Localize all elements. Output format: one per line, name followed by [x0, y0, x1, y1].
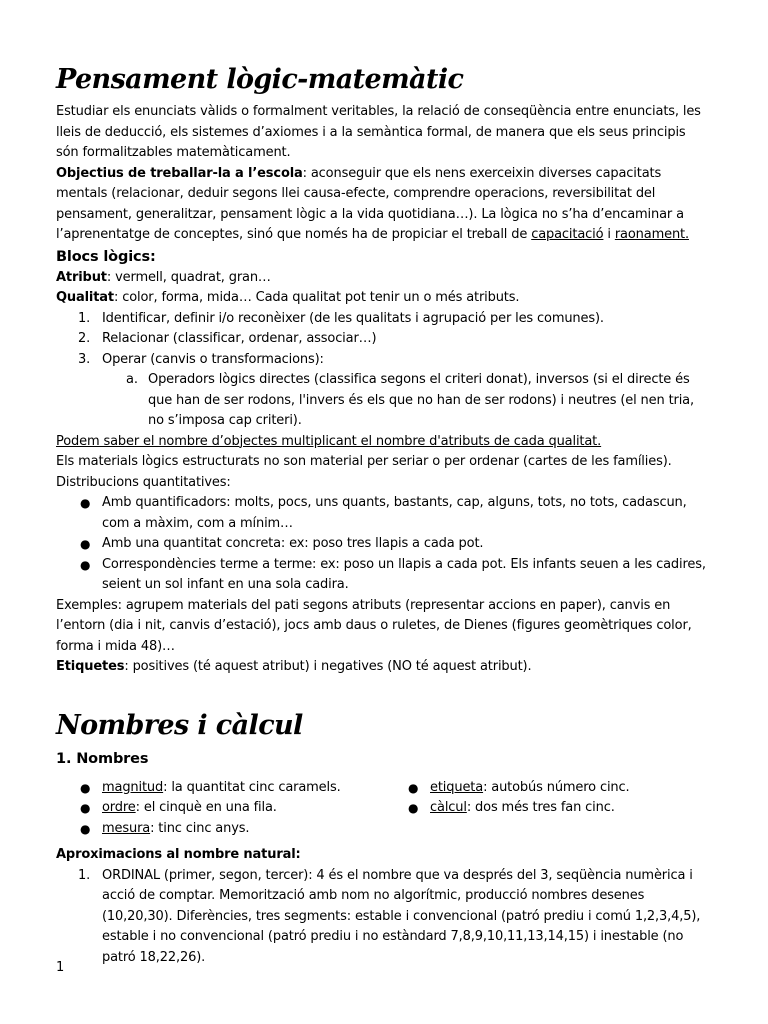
number-uses-right — [384, 778, 712, 840]
term: càlcul — [430, 800, 467, 815]
qualitat-line — [56, 288, 712, 309]
term: ordre — [102, 800, 136, 815]
aprox-list — [56, 866, 712, 969]
list-item — [56, 493, 712, 534]
capacitacio-term: capacitació — [531, 227, 604, 242]
list-item — [56, 778, 384, 799]
bullet-icon: ● — [80, 557, 91, 572]
number-uses-columns — [56, 778, 712, 840]
list-item — [56, 555, 712, 596]
etiquetes-label: Etiquetes — [56, 659, 125, 674]
list-item — [384, 798, 712, 819]
sub-list-item — [56, 370, 712, 432]
term-definition: : dos més tres fan cinc. — [466, 800, 615, 815]
list-item-text: Relacionar (classificar, ordenar, associar…) — [102, 331, 377, 346]
list-item — [56, 866, 712, 969]
list-item — [56, 350, 712, 371]
list-marker: 1. — [78, 867, 91, 883]
term-definition: : el cinquè en una fila. — [135, 800, 277, 815]
raonament-term: raonament. — [614, 227, 689, 242]
list-marker: 3. — [78, 351, 91, 367]
term: etiqueta — [430, 779, 484, 795]
list-item-text: Amb una quantitat concreta: ex: poso tres llapis a cada pot. — [102, 536, 484, 551]
etiquetes-text: : positives (té aquest atribut) i negatives (NO té aquest atribut). — [124, 659, 532, 674]
distribucions-list — [56, 493, 712, 596]
term: mesura — [102, 820, 151, 836]
page-number: 1 — [56, 960, 65, 975]
term-definition: : autobús número cinc. — [483, 779, 630, 795]
term: magnitud — [102, 779, 164, 795]
bullet-icon: ● — [80, 801, 91, 815]
intro-paragraph: Estudiar els enunciats vàlids o formalment veritables, la relació de conseqüència entre enunciats, les lleis de deducció, els sistemes d’axiomes i a la semàntica formal, de manera que els seus principis són formalitzables matemàticament. — [56, 104, 701, 160]
term-definition: : la quantitat cinc caramels. — [163, 779, 341, 795]
list-item — [384, 778, 712, 799]
atribut-text: : vermell, quadrat, gran… — [106, 269, 271, 285]
number-uses-left — [56, 778, 384, 840]
bullet-icon: ● — [80, 496, 91, 510]
bullet-icon: ● — [80, 821, 91, 836]
list-item-text: Amb quantificadors: molts, pocs, uns quants, bastants, cap, alguns, tots, no tots, cadascun, com a màxim, com a mínim… — [102, 495, 687, 531]
list-marker: a. — [126, 372, 138, 387]
nombres-heading: 1. Nombres — [56, 750, 149, 767]
distribucions-label: Distribucions quantitatives: — [56, 474, 231, 490]
list-item-text: ORDINAL (primer, segon, tercer): 4 és el nombre que va després del 3, seqüència numèrica i acció de comptar. Memorització amb nom no algorítmic, producció nombres desenes (10,20,30). Diferències, tres segments: estable i convencional (patró prediu i comú 1,2,3,4,5), estable i no convencional (patró prediu i no estàndard 7,8,9,10,11,13,14,15) i inestable (no patró 18,22,26). — [102, 867, 701, 965]
list-item — [56, 819, 384, 840]
qualitat-text: : color, forma, mida… Cada qualitat pot tenir un o més atributs. — [114, 290, 520, 305]
term-definition: : tinc cinc anys. — [150, 820, 250, 836]
bullet-icon: ● — [408, 801, 419, 815]
list-item-text: Identificar, definir i/o reconèixer (de les qualitats i agrupació per les comunes). — [102, 310, 604, 326]
list-marker: 2. — [78, 331, 91, 346]
atribut-line — [56, 268, 712, 289]
underlined-note: Podem saber el nombre d’objectes multiplicant el nombre d'atributs de cada qualitat. — [56, 433, 602, 449]
bullet-icon: ● — [80, 537, 91, 551]
bullet-icon: ● — [80, 780, 91, 795]
objectives-paragraph — [56, 164, 712, 246]
list-item-text: Correspondències terme a terme: ex: poso un llapis a cada pot. Els infants seuen a les cadires, seient un sol infant en una sola cadira. — [102, 556, 706, 592]
section-title-numbers: Nombres i càlcul — [56, 709, 303, 741]
objectives-label: Objectius de treballar-la a l’escola — [56, 165, 303, 181]
qualitat-label: Qualitat — [56, 290, 114, 305]
etiquetes-line — [56, 657, 712, 678]
bullet-icon: ● — [408, 780, 419, 795]
exemples-paragraph: Exemples: agrupem materials del pati segons atributs (representar accions en paper), canvis en l’entorn (dia i nit, canvis d’estació), jocs amb daus o ruletes, de Dienes (figures geomètriques color, forma i mida 48)… — [56, 597, 692, 654]
list-item — [56, 309, 712, 330]
section-title-logic: Pensament lògic-matemàtic — [56, 64, 464, 95]
materials-paragraph: Els materials lògics estructurats no son material per seriar o per ordenar (cartes de les famílies). — [56, 454, 672, 469]
list-item — [56, 534, 712, 555]
list-item — [56, 798, 384, 819]
document-page — [56, 58, 712, 968]
objectives-middle: i — [603, 227, 615, 242]
aprox-heading — [56, 845, 712, 866]
steps-list — [56, 309, 712, 432]
atribut-label: Atribut — [56, 269, 107, 285]
list-item-text: Operadors lògics directes (classifica segons el criteri donat), inversos (si el directe és que han de ser rodons, l'invers és els que no han de ser rodons) i neutres (el nen tria, no s’imposa cap criteri). — [148, 372, 694, 428]
list-marker: 1. — [78, 310, 91, 326]
aprox-heading-text: Aproximacions al nombre natural: — [56, 847, 301, 862]
list-item-text: Operar (canvis o transformacions): — [102, 351, 324, 367]
blocs-heading: Blocs lògics: — [56, 248, 156, 265]
list-item — [56, 329, 712, 350]
objectives-text: : aconseguir que els nens exerceixin diverses capacitats mentals (relacionar, deduir segons llei causa-efecte, comprendre operacions, reversibilitat del pensament, generalitzar, pensament lògic a la vida quotidiana…). La lògica no s’ha d’encaminar a l’aprenentatge de conceptes, sinó que només ha de propiciar el treball de — [56, 165, 684, 242]
